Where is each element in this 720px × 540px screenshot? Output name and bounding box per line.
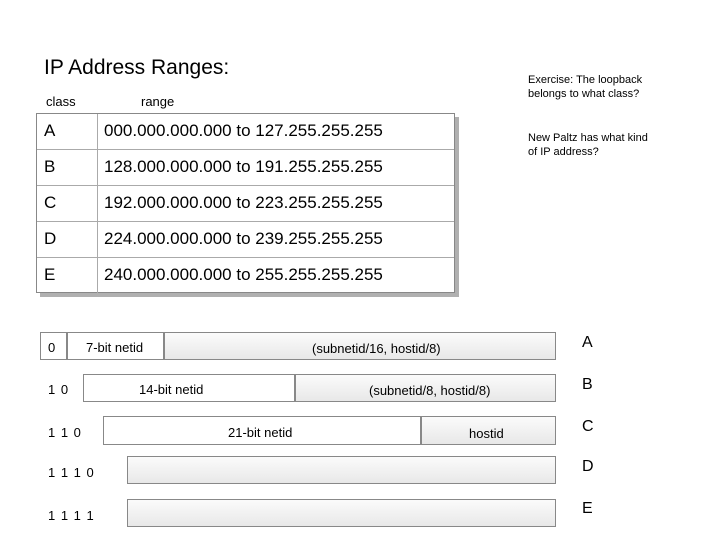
class-a-host-label: (subnetid/16, hostid/8) [312, 341, 441, 356]
row-range: 000.000.000.000 to 127.255.255.255 [104, 121, 383, 140]
column-divider [97, 222, 98, 257]
class-c-host-label: hostid [469, 426, 504, 441]
table-row [37, 114, 454, 150]
row-range: 240.000.000.000 to 255.255.255.255 [104, 265, 383, 284]
exercise-question-newpaltz: New Paltz has what kind of IP address? [528, 132, 648, 158]
class-a-netid-label: 7-bit netid [86, 340, 144, 355]
column-divider [97, 114, 98, 149]
class-e-address-field [127, 499, 556, 527]
table-row [37, 150, 454, 186]
page-title: IP Address Ranges: [44, 56, 230, 79]
class-a-letter: A [582, 334, 593, 351]
table-row [37, 186, 454, 222]
class-d-prefix-bits: 1 1 1 0 [48, 465, 95, 480]
row-class: A [44, 121, 56, 140]
class-a-prefix-bits: 0 [48, 340, 57, 355]
ip-range-table-body [36, 113, 455, 293]
row-class: B [44, 157, 56, 176]
class-c-letter: C [582, 418, 594, 435]
row-range: 224.000.000.000 to 239.255.255.255 [104, 229, 383, 248]
class-b-netid-label: 14-bit netid [139, 382, 204, 397]
row-class: C [44, 193, 57, 212]
class-e-letter: E [582, 500, 593, 517]
column-divider [97, 258, 98, 293]
table-row [37, 258, 454, 293]
class-d-letter: D [582, 458, 594, 475]
table-row [37, 222, 454, 258]
class-b-prefix-bits: 1 0 [48, 382, 70, 397]
row-class: D [44, 229, 57, 248]
row-class: E [44, 265, 56, 284]
class-d-address-field [127, 456, 556, 484]
class-c-netid-label: 21-bit netid [228, 425, 293, 440]
range-column-header: range [141, 94, 175, 109]
ip-range-table [36, 113, 455, 293]
class-column-header: class [46, 94, 76, 109]
class-b-letter: B [582, 376, 593, 393]
column-divider [97, 186, 98, 221]
column-divider [97, 150, 98, 185]
row-range: 128.000.000.000 to 191.255.255.255 [104, 157, 383, 176]
class-b-host-label: (subnetid/8, hostid/8) [369, 383, 491, 398]
class-e-prefix-bits: 1 1 1 1 [48, 508, 95, 523]
class-c-prefix-bits: 1 1 0 [48, 425, 82, 440]
exercise-question-loopback: Exercise: The loopback belongs to what class? [528, 74, 643, 100]
row-range: 192.000.000.000 to 223.255.255.255 [104, 193, 383, 212]
